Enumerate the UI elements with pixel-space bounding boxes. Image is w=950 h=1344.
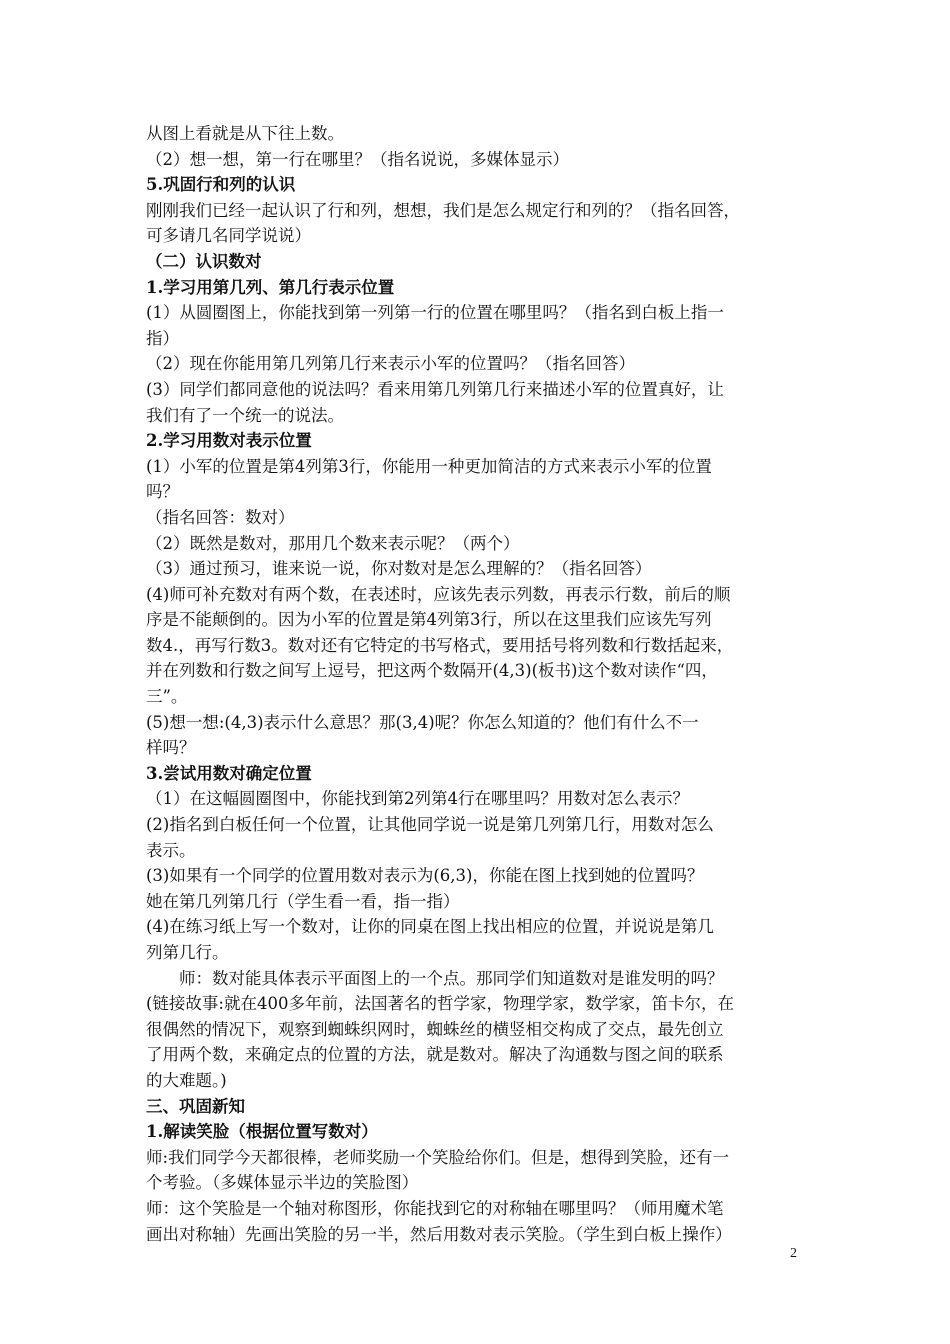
text-line: 的大难题。): [146, 1070, 227, 1090]
text-line: (3)如果有一个同学的位置用数对表示为(6,3)，你能在图上找到她的位置吗？: [146, 866, 704, 886]
document-body: [146, 121, 826, 1247]
text-line: 从图上看就是从下往上数。: [146, 124, 344, 143]
text-line: （2）现在你能用第几列第几行来表示小军的位置吗？（指名回答）: [146, 354, 635, 374]
section-heading: 2.学习用数对表示位置: [146, 431, 312, 451]
text-line: (5)想一想:(4,3)表示什么意思？那(3,4)呢？你怎么知道的？他们有什么不一: [146, 712, 699, 732]
text-line: 指）: [146, 328, 179, 348]
text-line: 画出对称轴）先画出笑脸的另一半，然后用数对表示笑脸。（学生到白板上操作）: [146, 1224, 732, 1244]
section-heading: （二）认识数对: [146, 251, 262, 271]
text-line: 表示。: [146, 840, 196, 860]
text-line: 她在第几列第几行（学生看一看，指一指）: [146, 891, 460, 911]
text-line: （2）既然是数对，那用几个数来表示呢？（两个）: [146, 533, 520, 553]
text-line: 列第几行。: [146, 943, 229, 962]
text-line: 三”。: [146, 687, 188, 707]
text-line: 数4.，再写行数3。数对还有它特定的书写格式，要用括号将列数和行数括起来，: [146, 635, 734, 655]
text-line: 刚刚我们已经一起认识了行和列，想想，我们是怎么规定行和列的？（指名回答，: [146, 200, 740, 220]
text-line: (1）从圆圈图上，你能找到第一列第一行的位置在哪里吗？（指名到白板上指一: [146, 303, 724, 323]
text-line: (4)师可补充数对有两个数，在表述时，应该先表示列数，再表示行数，前后的顺: [146, 584, 731, 604]
text-line: 吗？: [146, 482, 179, 502]
text-line: (2)指名到白板任何一个位置，让其他同学说一说是第几列第几行，用数对怎么: [146, 815, 714, 835]
page-number: 2: [790, 1246, 797, 1261]
text-line: （指名回答：数对）: [146, 507, 295, 527]
text-line: （2）想一想，第一行在哪里？（指名说说，多媒体显示）: [146, 149, 569, 169]
text-line: (3）同学们都同意他的说法吗？看来用第几列第几行来描述小军的位置真好，让: [146, 379, 724, 399]
text-line: 并在列数和行数之间写上逗号，把这两个数隔开(4,3)(板书)这个数对读作“四，: [146, 661, 718, 681]
section-heading: 三、巩固新知: [146, 1096, 245, 1116]
text-line: 了用两个数，来确定点的位置的方法，就是数对。解决了沟通数与图之间的联系: [146, 1045, 724, 1065]
text-line: 个考验。（多媒体显示半边的笑脸图）: [146, 1173, 419, 1193]
text-line: (1）小军的位置是第4列第3行，你能用一种更加简洁的方式来表示小军的位置: [146, 456, 712, 476]
section-heading: 5.巩固行和列的认识: [146, 175, 296, 195]
section-heading: 3.尝试用数对确定位置: [146, 763, 312, 783]
text-line: 我们有了一个统一的说法。: [146, 405, 344, 425]
text-line: 序是不能颠倒的。因为小军的位置是第4列第3行，所以在这里我们应该先写列: [146, 610, 712, 630]
section-heading: 1.学习用第几列、第几行表示位置: [146, 277, 395, 297]
text-line: 样吗？: [146, 738, 196, 758]
text-line: (4)在练习纸上写一个数对，让你的同桌在图上找出相应的位置，并说说是第几: [146, 917, 714, 937]
section-heading: 1.解读笑脸（根据位置写数对）: [146, 1122, 378, 1142]
text-line: 师：数对能具体表示平面图上的一个点。那同学们知道数对是谁发明的吗？: [179, 968, 724, 988]
text-line: 可多请几名同学说说）: [146, 226, 311, 246]
text-line: 师：这个笑脸是一个轴对称图形，你能找到它的对称轴在哪里吗？（师用魔术笔: [146, 1198, 724, 1218]
text-line: 很偶然的情况下，观察到蜘蛛织网时，蜘蛛丝的横竖相交构成了交点，最先创立: [146, 1019, 724, 1039]
text-line: （3）通过预习，谁来说一说，你对数对是怎么理解的？（指名回答）: [146, 559, 652, 579]
text-line: （1）在这幅圆圈图中，你能找到第2列第4行在哪里吗？用数对怎么表示？: [146, 789, 689, 809]
text-line: (链接故事:就在400多年前，法国著名的哲学家，物理学家，数学家，笛卡尔，在: [146, 994, 734, 1014]
text-line: 师:我们同学今天都很棒，老师奖励一个笑脸给你们。但是，想得到笑脸，还有一: [146, 1147, 730, 1167]
